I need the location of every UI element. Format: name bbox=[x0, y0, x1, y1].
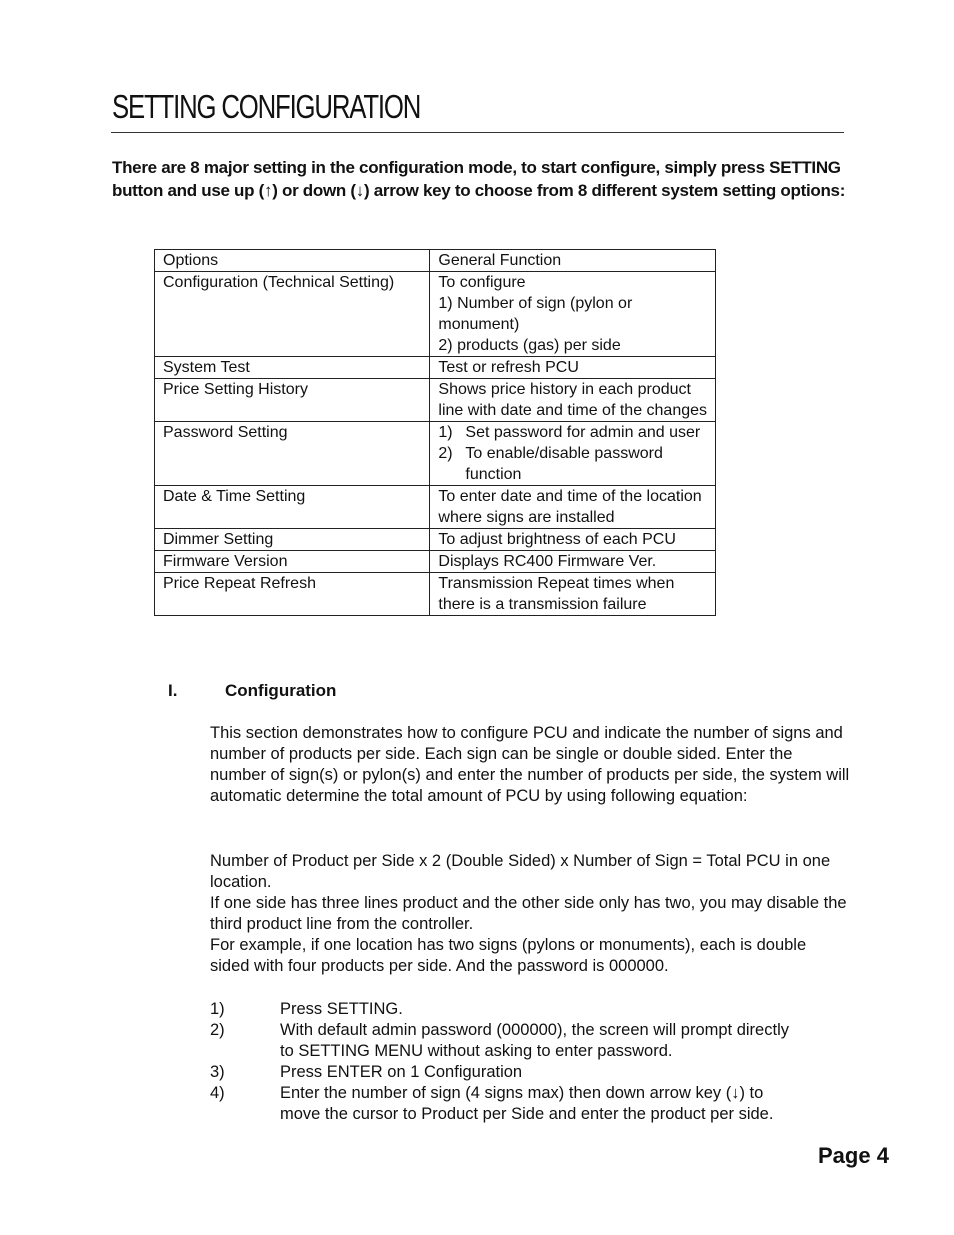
section-number: I. bbox=[168, 681, 178, 700]
function-cell: Transmission Repeat times when there is a transmission failure bbox=[430, 573, 716, 616]
intro-text: There are 8 major setting in the configuration mode, to start configure, simply press SETTING button and use up (↑) or down (↓) arrow key to choose from 8 different system setting options: bbox=[112, 158, 846, 200]
section-paragraph-2: Number of Product per Side x 2 (Double Sided) x Number of Sign = Total PCU in one location. If one side has three lines product and the other side only has two, you may disable the third product line from the controller. For example, if one location has two signs (pylons or monuments), each is double sided with four products per side. And the password is 000000. bbox=[210, 852, 847, 975]
list-item-text: To enable/disable password function bbox=[465, 445, 663, 483]
steps-list bbox=[210, 999, 850, 1125]
page-number: Page 4 bbox=[818, 1143, 889, 1168]
function-cell bbox=[430, 422, 716, 486]
options-table bbox=[154, 249, 716, 616]
list-item: 1) Set password for admin and user bbox=[438, 424, 701, 441]
table-row bbox=[155, 551, 716, 573]
title-divider bbox=[111, 132, 844, 133]
step-item bbox=[210, 1062, 850, 1083]
section-heading bbox=[168, 681, 336, 701]
table-row bbox=[155, 357, 716, 379]
step-number: 4) bbox=[210, 1084, 225, 1102]
option-cell: Price Setting History bbox=[155, 379, 430, 422]
page-title: SETTING CONFIGURATION bbox=[112, 88, 421, 125]
step-text: With default admin password (000000), the screen will prompt directly to SETTING MENU without asking to enter password. bbox=[280, 1021, 789, 1060]
table-row bbox=[155, 486, 716, 529]
section-title: Configuration bbox=[225, 681, 337, 700]
function-cell: To configure 1) Number of sign (pylon or monument) 2) products (gas) per side bbox=[430, 272, 716, 357]
option-cell: Configuration (Technical Setting) bbox=[155, 272, 430, 357]
password-function-list bbox=[438, 422, 711, 485]
option-cell: Firmware Version bbox=[155, 551, 430, 573]
function-cell: Test or refresh PCU bbox=[430, 357, 716, 379]
header-general-function: General Function bbox=[430, 250, 716, 272]
function-cell: Shows price history in each product line with date and time of the changes bbox=[430, 379, 716, 422]
option-cell: Dimmer Setting bbox=[155, 529, 430, 551]
step-item bbox=[210, 1020, 850, 1062]
step-item bbox=[210, 999, 850, 1020]
step-text: Press ENTER on 1 Configuration bbox=[280, 1063, 523, 1081]
list-item-text: Set password for admin and user bbox=[465, 424, 701, 441]
step-number: 1) bbox=[210, 1000, 225, 1018]
step-number: 3) bbox=[210, 1063, 225, 1081]
table-header-row bbox=[155, 250, 716, 272]
step-text: Enter the number of sign (4 signs max) then down arrow key (↓) to move the cursor to Product per Side and enter the product per side. bbox=[280, 1084, 774, 1123]
step-item bbox=[210, 1083, 850, 1125]
step-text: Press SETTING. bbox=[280, 1000, 403, 1018]
option-cell: Password Setting bbox=[155, 422, 430, 486]
table-row bbox=[155, 379, 716, 422]
option-cell: Date & Time Setting bbox=[155, 486, 430, 529]
function-cell: To enter date and time of the location where signs are installed bbox=[430, 486, 716, 529]
function-cell: Displays RC400 Firmware Ver. bbox=[430, 551, 716, 573]
header-options: Options bbox=[155, 250, 430, 272]
step-number: 2) bbox=[210, 1021, 225, 1039]
option-cell: Price Repeat Refresh bbox=[155, 573, 430, 616]
list-item: 2) To enable/disable password function bbox=[438, 445, 663, 483]
table-row bbox=[155, 272, 716, 357]
table-row bbox=[155, 573, 716, 616]
option-cell: System Test bbox=[155, 357, 430, 379]
table-row bbox=[155, 422, 716, 486]
table-row bbox=[155, 529, 716, 551]
function-cell: To adjust brightness of each PCU bbox=[430, 529, 716, 551]
section-paragraph-1: This section demonstrates how to configure PCU and indicate the number of signs and number of products per side. Each sign can be single or double sided. Enter the number of sign(s) or pylon(s) and enter the number of products per side, the system will automatic determine the total amount of PCU by using following equation: bbox=[210, 724, 850, 805]
